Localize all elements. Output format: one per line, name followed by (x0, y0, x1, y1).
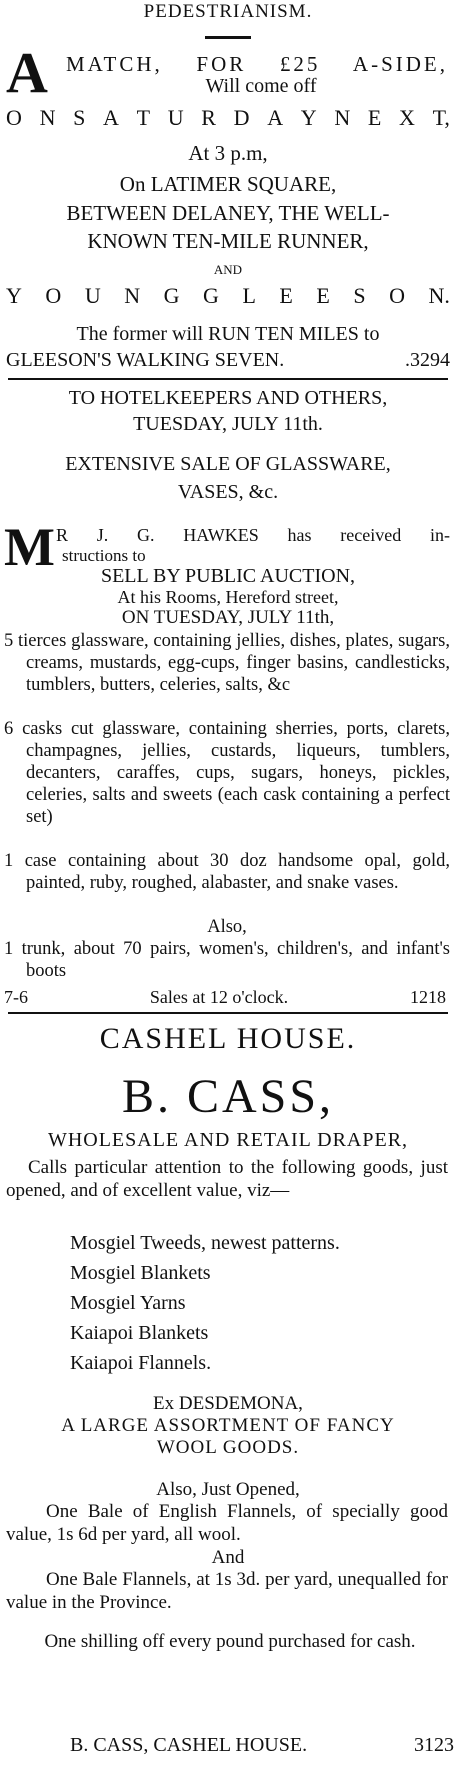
spaced-letter: E (367, 105, 382, 130)
instructions-line: structions to (62, 546, 146, 565)
short-rule (0, 36, 456, 39)
come-off-line: Will come off (205, 75, 317, 97)
venue-line: On LATIMER SQUARE, (119, 172, 337, 196)
spaced-letter: O (389, 283, 405, 308)
spaced-letter: O (45, 283, 62, 308)
ex-desdemona: Ex DESDEMONA, (153, 1393, 303, 1414)
and-word: And (211, 1547, 245, 1568)
saturday-next-line (6, 104, 450, 132)
pedestrianism-heading: PEDESTRIANISM. (143, 1, 313, 22)
cass-signature: B. CASS, CASHEL HOUSE. (70, 1734, 308, 1756)
goods-item: Mosgiel Blankets (70, 1262, 211, 1284)
hawkes-line: R J. G. HAWKES has received in- (56, 525, 450, 545)
spaced-letter: G (163, 283, 180, 308)
hotelkeepers-heading: TO HOTELKEEPERS AND OTHERS, (68, 387, 388, 409)
spaced-letter: X (399, 105, 415, 130)
spaced-letter: O (6, 105, 22, 130)
drop-cap-a: A (6, 40, 48, 105)
spaced-letter: A (267, 105, 284, 130)
spaced-letter: S (73, 105, 86, 130)
goods-list (0, 1228, 456, 1378)
spaced-letter: N (334, 105, 351, 130)
match-block (0, 40, 456, 105)
also-line: Also, (207, 917, 247, 937)
footer-code: 7-6 (4, 987, 28, 1007)
divider-1 (0, 378, 456, 380)
sale-items (4, 630, 450, 982)
spaced-letter: E (316, 283, 330, 308)
date-heading: TUESDAY, JULY 11th. (133, 413, 323, 435)
spaced-letter: D (233, 105, 250, 130)
sale-heading: EXTENSIVE SALE OF GLASSWARE, (65, 453, 391, 475)
goods-item: Kaiapoi Flannels. (70, 1352, 212, 1374)
footer-ref: 1218 (410, 987, 446, 1007)
spaced-letter: U (84, 283, 101, 308)
shilling-offer: One shilling off every pound purchased for cash. (44, 1631, 416, 1652)
spaced-letter: U (167, 105, 184, 130)
auction-line: SELL BY PUBLIC AUCTION, (100, 565, 356, 587)
spaced-letter: Y (300, 105, 317, 130)
also-opened: Also, Just Opened, (156, 1479, 300, 1500)
rooms-line: At his Rooms, Hereford street, (117, 587, 339, 607)
drop-cap-m: M (4, 517, 55, 577)
match-line: MATCH, FOR £25 A-SIDE, (66, 52, 448, 76)
cashel-footer (70, 1732, 454, 1758)
item-trunk: 1 trunk, about 70 pairs, women's, children's, and infant's boots (4, 939, 450, 981)
spaced-letter: N. (428, 283, 450, 308)
vases-heading: VASES, &c. (177, 481, 279, 503)
spaced-letter: T (136, 105, 151, 130)
divider-2 (0, 1012, 456, 1014)
spaced-letter: L (242, 283, 256, 308)
intro-paragraph: Calls particular attention to the following goods, just opened, and of excellent value, viz— (6, 1157, 448, 1201)
wool-goods-line: WOOL GOODS. (156, 1437, 300, 1458)
time-line: At 3 p.m, (188, 141, 268, 165)
sales-footer (4, 986, 446, 1008)
item-tierces: 5 tierces glassware, containing jellies, dishes, plates, sugars, creams, mustards, egg-cups, finger basins, candlesticks, tumblers, butters, celeries, salts, &c (4, 631, 450, 695)
bale-flannels: One Bale Flannels, at 1s 3d. per yard, unequalled for value in the Province. (6, 1569, 448, 1613)
spaced-letter: Y (6, 283, 22, 308)
spaced-letter: G (203, 283, 219, 308)
gleeson-line (6, 348, 450, 373)
cass-ref: 3123 (414, 1734, 454, 1756)
ad-ref-number: .3294 (405, 349, 450, 371)
item-casks: 6 casks cut glassware, containing sherries, ports, clarets, champagnes, jellies, custards, liqueurs, tumblers, decanters, caraffes, cups, sugars, honeys, pickles, celeries, salts and sweets (each cask containing a perfect set) (4, 719, 450, 827)
between-line: BETWEEN DELANEY, THE WELL- (66, 201, 390, 225)
tuesday-line: ON TUESDAY, JULY 11th, (121, 607, 335, 628)
young-gleeson-line (6, 282, 450, 310)
assortment-line: A LARGE ASSORTMENT OF FANCY (61, 1415, 395, 1436)
goods-item: Mosgiel Tweeds, newest patterns. (70, 1232, 340, 1254)
spaced-letter: R (201, 105, 216, 130)
runner-line: KNOWN TEN-MILE RUNNER, (87, 229, 369, 253)
goods-item: Kaiapoi Blankets (70, 1322, 209, 1344)
and-line: AND (213, 262, 243, 277)
sales-time: Sales at 12 o'clock. (149, 987, 289, 1007)
spaced-letter: E (279, 283, 293, 308)
goods-item: Mosgiel Yarns (70, 1292, 186, 1314)
spaced-letter: S (353, 283, 366, 308)
gleeson-text: GLEESON'S WALKING SEVEN. (6, 349, 285, 371)
spaced-letter: A (103, 105, 119, 130)
former-line: The former will RUN TEN MILES to (76, 323, 380, 345)
item-vases: 1 case containing about 30 doz handsome opal, gold, painted, ruby, roughed, alabaster, and snake vases. (4, 851, 450, 893)
spaced-letter: T, (432, 105, 450, 130)
spaced-letter: N (39, 105, 56, 130)
bale-english: One Bale of English Flannels, of specially good value, 1s 6d per yard, all wool. (6, 1501, 448, 1545)
cashel-house-heading: CASHEL HOUSE. (99, 1022, 357, 1055)
spaced-letter: N (124, 283, 141, 308)
draper-subtitle: WHOLESALE AND RETAIL DRAPER, (47, 1129, 409, 1151)
b-cass-name: B. CASS, (121, 1070, 335, 1123)
